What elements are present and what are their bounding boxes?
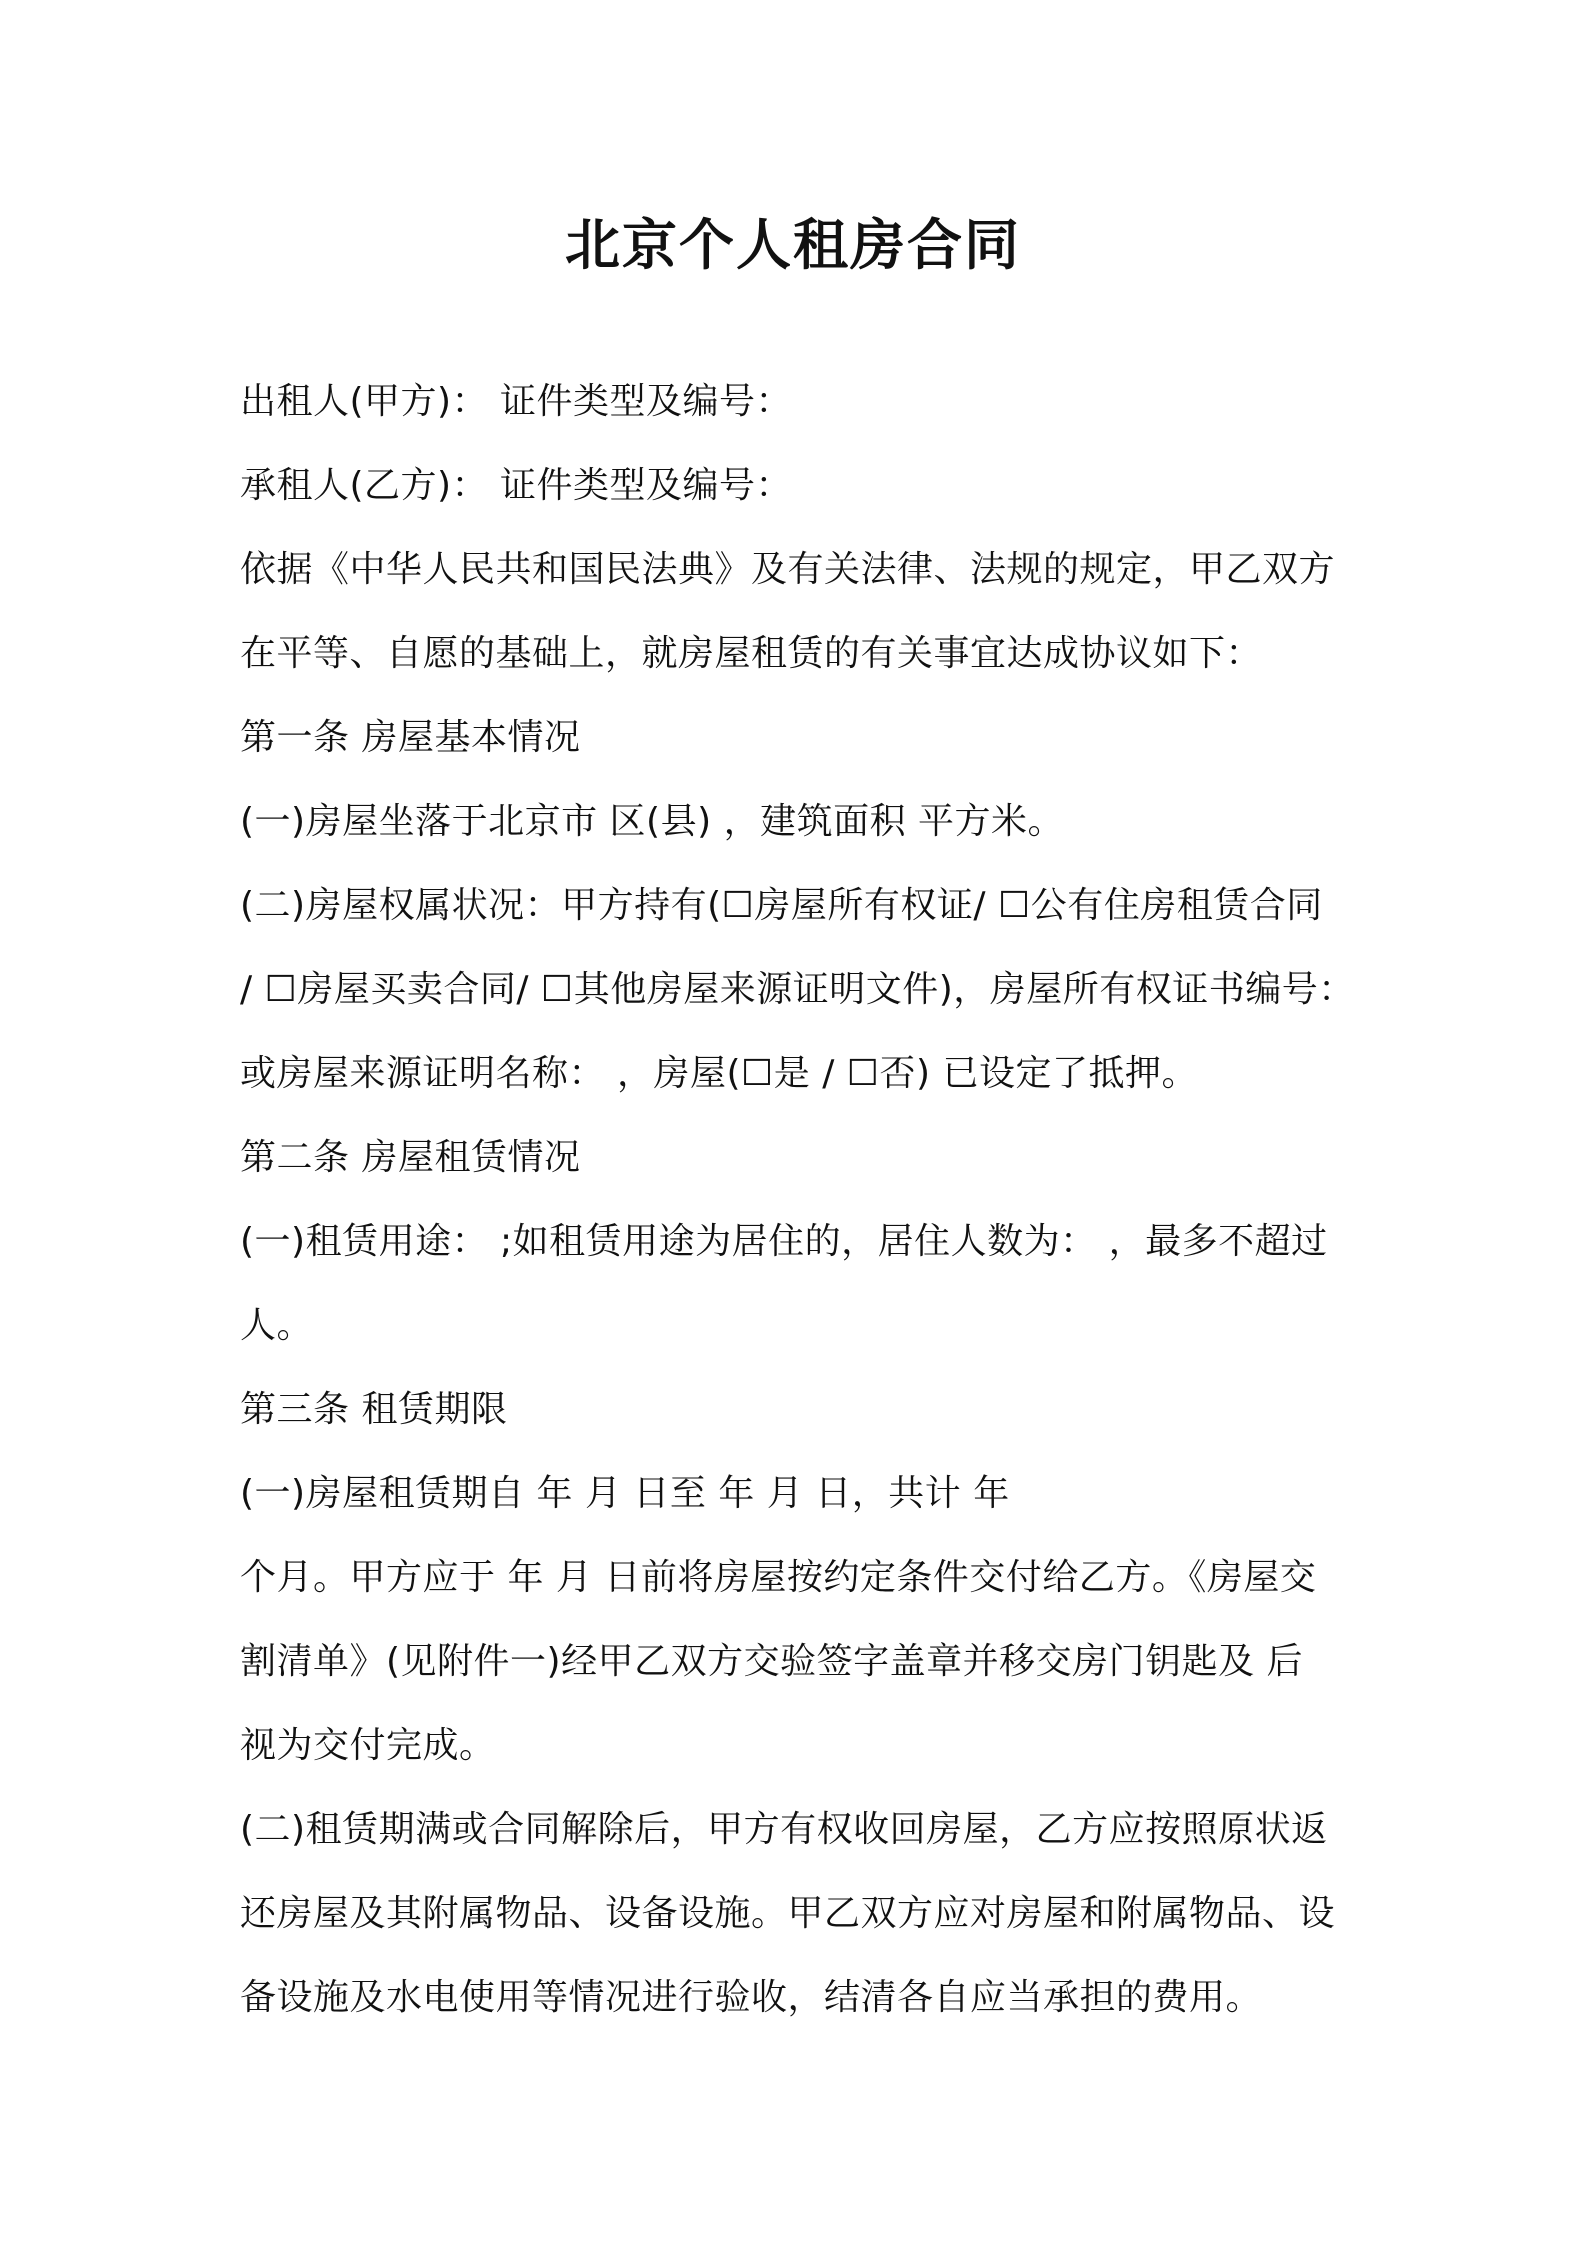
clause-line: 视为交付完成。 bbox=[240, 1725, 496, 1766]
clause-line: 备设施及水电使用等情况进行验收，结清各自应当承担的费用。 bbox=[240, 1977, 1263, 2018]
clause-line: (一)房屋坐落于北京市 区(县) ，建筑面积 平方米。 bbox=[240, 801, 1065, 842]
document-title: 北京个人租房合同 bbox=[564, 213, 1021, 277]
document-body bbox=[240, 360, 1370, 2040]
article-heading: 第一条 房屋基本情况 bbox=[240, 717, 581, 758]
clause-line: (二)租赁期满或合同解除后，甲方有权收回房屋，乙方应按照原状返 bbox=[240, 1809, 1328, 1850]
preamble-line: 在平等、自愿的基础上，就房屋租赁的有关事宜达成协议如下： bbox=[240, 633, 1263, 674]
clause-line: / ☐房屋买卖合同/ ☐其他房屋来源证明文件)，房屋所有权证书编号： bbox=[240, 969, 1355, 1010]
clause-line: (二)房屋权属状况：甲方持有(☐房屋所有权证/ ☐公有住房租赁合同 bbox=[240, 885, 1323, 926]
clause-line: 人。 bbox=[240, 1305, 314, 1346]
clause-line: (一)房屋租赁期自 年 月 日至 年 月 日，共计 年 bbox=[240, 1473, 1010, 1514]
clause-line: 还房屋及其附属物品、设备设施。甲乙双方应对房屋和附属物品、设 bbox=[240, 1893, 1336, 1934]
clause-line: 割清单》(见附件一)经甲乙双方交验签字盖章并移交房门钥匙及 后 bbox=[240, 1641, 1304, 1682]
party-b-line: 承租人(乙方)： 证件类型及编号： bbox=[240, 465, 793, 506]
article-heading: 第二条 房屋租赁情况 bbox=[240, 1137, 581, 1178]
clause-line: 个月。甲方应于 年 月 日前将房屋按约定条件交付给乙方。《房屋交 bbox=[240, 1557, 1317, 1598]
clause-line: (一)租赁用途： ;如租赁用途为居住的，居住人数为： ，最多不超过 bbox=[240, 1221, 1328, 1262]
party-a-line: 出租人(甲方)： 证件类型及编号： bbox=[240, 381, 793, 422]
clause-line: 或房屋来源证明名称： ，房屋(☐是 / ☐否) 已设定了抵押。 bbox=[240, 1053, 1199, 1094]
preamble-line: 依据《中华人民共和国民法典》及有关法律、法规的规定，甲乙双方 bbox=[240, 549, 1336, 590]
article-heading: 第三条 租赁期限 bbox=[240, 1389, 508, 1430]
